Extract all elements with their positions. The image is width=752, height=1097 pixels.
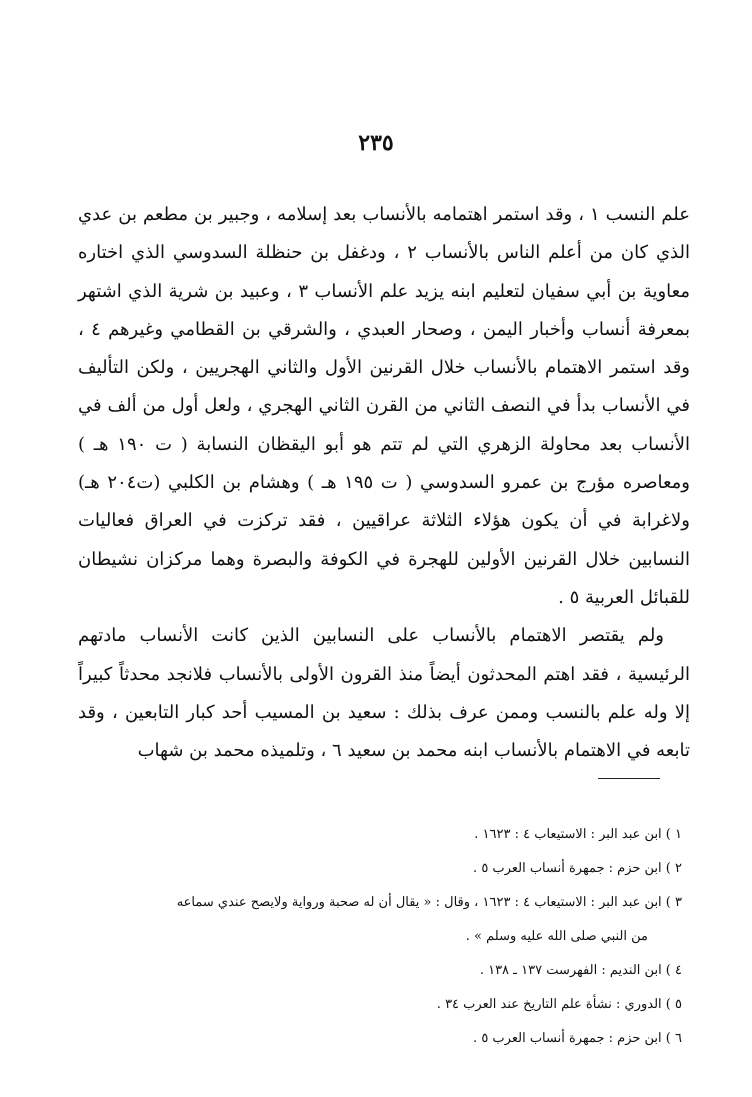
footnote-3 (70, 886, 682, 954)
footnote-text: ٤ ) ابن النديم : الفهرست ١٣٧ ـ ١٣٨ . (479, 963, 682, 978)
footnote-1 (70, 818, 682, 852)
footnote-2 (70, 852, 682, 886)
footnote-6 (70, 1022, 682, 1056)
main-text (78, 196, 690, 770)
footnote-4 (70, 954, 682, 988)
footnote-text: ٣ ) ابن عبد البر : الاستيعاب ٤ : ١٦٢٣ ، وقال : « يقال أن له صحبة ورواية ولايصح عندي سماعه (176, 895, 682, 910)
paragraph-1: علم النسب ١ ، وقد استمر اهتمامه بالأنساب بعد إسلامه ، وجبير بن مطعم بن عدي الذي كان من أعلم الناس بالأنساب ٢ ، ودغفل بن حنظلة السدوسي الذي اختاره معاوية بن أبي سفيان لتعليم ابنه يزيد علم الأنساب ٣ ، وعبيد بن شرية الذي اشتهر بمعرفة أنساب وأخبار اليمن ، وصحار العبدي ، والشرقي بن القطامي وغيرهم ٤ ، وقد استمر الاهتمام بالأنساب خلال القرنين الأول والثاني الهجريين ، ولكن التأليف في الأنساب بدأ في النصف الثاني من القرن الثاني الهجري ، ولعل أول من ألف في الأنساب بعد محاولة الزهري التي لم تتم هو أبو اليقظان النسابة ( ت ١٩٠ هـ ) ومعاصره مؤرج بن عمرو السدوسي ( ت ١٩٥ هـ ) وهشام بن الكلبي (ت٢٠٤ هـ) ولاغرابة في أن يكون هؤلاء الثلاثة عراقيين ، فقد تركزت في العراق فعاليات النسابين خلال القرنين الأولين للهجرة في الكوفة والبصرة وهما مركزان نشيطان للقبائل العربية ٥ . (78, 204, 691, 608)
footnote-continuation: من النبي صلى الله عليه وسلم » . (465, 929, 648, 944)
footnote-separator (598, 778, 660, 779)
footnote-text: ٢ ) ابن حزم : جمهرة أنساب العرب ٥ . (473, 861, 682, 876)
footnote-text: ٦ ) ابن حزم : جمهرة أنساب العرب ٥ . (473, 1031, 682, 1046)
footnote-text: ٥ ) الدوري : نشأة علم التاريخ عند العرب ٣٤ . (436, 997, 682, 1012)
footnote-5 (70, 988, 682, 1022)
footnote-text: ١ ) ابن عبد البر : الاستيعاب ٤ : ١٦٢٣ . (474, 827, 682, 842)
page-number: ٢٣٥ (358, 130, 394, 156)
footnotes-list (70, 818, 682, 1056)
paragraph-2: ولم يقتصر الاهتمام بالأنساب على النسابين الذين كانت الأنساب مادتهم الرئيسية ، فقد اهتم المحدثون أيضاً منذ القرون الأولى بالأنساب فلانجد محدثاً كبيراً إلا وله علم بالنسب وممن عرف بذلك : سعيد بن المسيب أحد كبار التابعين ، وقد تابعه في الاهتمام بالأنساب ابنه محمد بن سعيد ٦ ، وتلميذه محمد بن شهاب (78, 625, 690, 762)
